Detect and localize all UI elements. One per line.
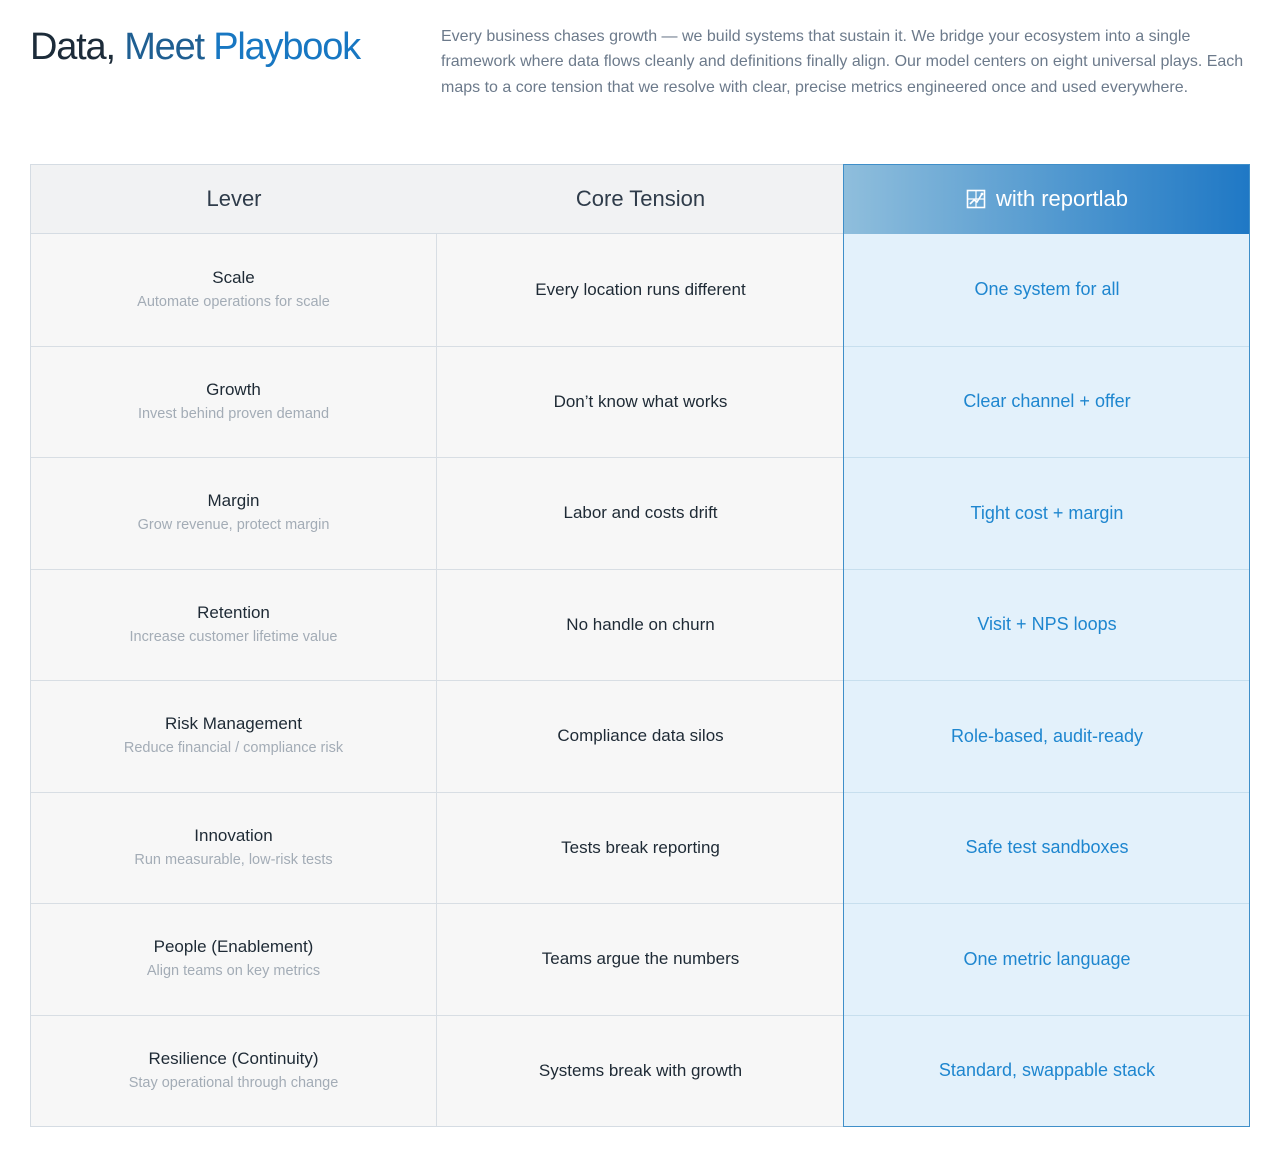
- lever-subtitle: Invest behind proven demand: [137, 405, 330, 422]
- header-lever: Lever: [31, 165, 437, 234]
- lever-cell: [31, 234, 437, 346]
- lever-cell: [31, 792, 437, 904]
- title-part-meet: Meet: [124, 26, 204, 68]
- tension-cell: Teams argue the numbers: [437, 903, 844, 1015]
- solution-cell: Clear channel + offer: [844, 346, 1250, 458]
- playbook-table: [30, 164, 1250, 1127]
- table-row: [31, 569, 1250, 681]
- header-brand-label: with reportlab: [995, 186, 1129, 211]
- table-row: [31, 792, 1250, 904]
- lever-subtitle: Grow revenue, protect margin: [137, 517, 330, 534]
- solution-cell: One system for all: [844, 234, 1250, 346]
- lever-name: Scale: [212, 267, 255, 287]
- table-header: [31, 165, 1250, 234]
- lever-subtitle: Stay operational through change: [128, 1074, 339, 1091]
- solution-cell: Safe test sandboxes: [844, 792, 1250, 904]
- lever-name: Growth: [206, 379, 261, 399]
- lever-cell: [31, 1015, 437, 1127]
- solution-cell: Tight cost + margin: [844, 457, 1250, 569]
- title-part-playbook: Playbook: [213, 26, 360, 68]
- solution-cell: Standard, swappable stack: [844, 1015, 1250, 1127]
- table-row: [31, 680, 1250, 792]
- hero-section: [30, 24, 1250, 134]
- tension-cell: No handle on churn: [437, 569, 844, 681]
- lever-name: Retention: [197, 602, 270, 622]
- lever-subtitle: Increase customer lifetime value: [129, 628, 338, 645]
- table-row: [31, 1015, 1250, 1127]
- solution-cell: Role-based, audit-ready: [844, 680, 1250, 792]
- tension-cell: Systems break with growth: [437, 1015, 844, 1127]
- header-core-tension: Core Tension: [437, 165, 844, 234]
- tension-cell: Don’t know what works: [437, 346, 844, 458]
- lever-subtitle: Align teams on key metrics: [146, 963, 321, 980]
- solution-cell: Visit + NPS loops: [844, 569, 1250, 681]
- table-row: [31, 346, 1250, 458]
- lever-cell: [31, 457, 437, 569]
- lever-subtitle: Automate operations for scale: [137, 293, 330, 310]
- tension-cell: Tests break reporting: [437, 792, 844, 904]
- lever-name: People (Enablement): [153, 937, 314, 957]
- lever-subtitle: Reduce financial / compliance risk: [123, 740, 344, 757]
- lever-name: Resilience (Continuity): [148, 1048, 319, 1068]
- lever-cell: [31, 569, 437, 681]
- solution-cell: One metric language: [844, 903, 1250, 1015]
- page-title: [30, 24, 360, 70]
- tension-cell: Compliance data silos: [437, 680, 844, 792]
- lever-cell: [31, 346, 437, 458]
- reportlab-logo-icon: [966, 189, 986, 209]
- lever-name: Risk Management: [164, 714, 302, 734]
- lever-cell: [31, 903, 437, 1015]
- lever-cell: [31, 680, 437, 792]
- lever-name: Innovation: [194, 825, 273, 845]
- hero-description: Every business chases growth — we build systems that sustain it. We bridge your ecosystem into a single framework where data flows cleanly and definitions finally align. Our model centers on eight universal plays. Each maps to a core tension that we resolve with clear, precise metrics engineered once and used everywhere.: [441, 28, 1244, 96]
- table-row: [31, 903, 1250, 1015]
- table-row: [31, 457, 1250, 569]
- header-brand: [844, 164, 1250, 234]
- table-row: [31, 234, 1250, 346]
- tension-cell: Every location runs different: [437, 234, 844, 346]
- tension-cell: Labor and costs drift: [437, 457, 844, 569]
- lever-subtitle: Run measurable, low-risk tests: [134, 851, 333, 868]
- lever-name: Margin: [207, 491, 260, 511]
- title-part-data: Data,: [30, 26, 115, 68]
